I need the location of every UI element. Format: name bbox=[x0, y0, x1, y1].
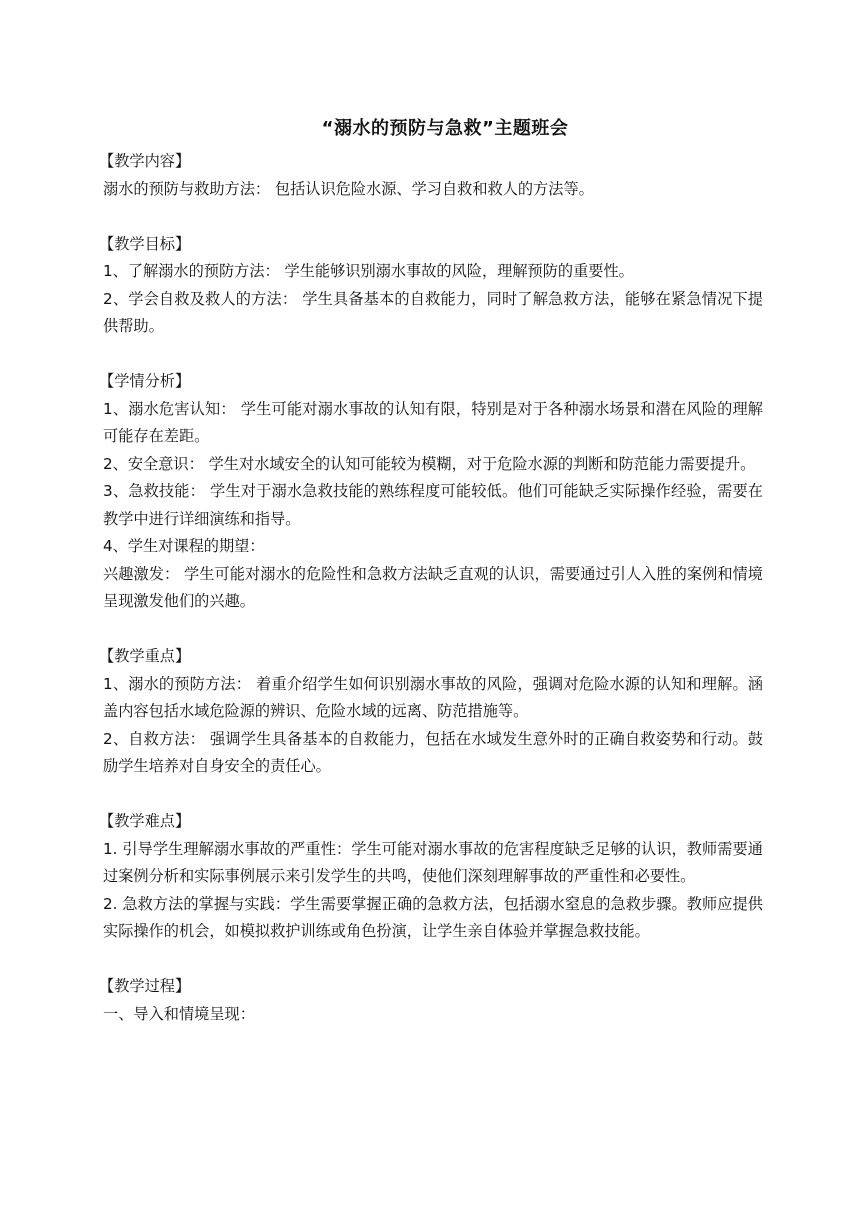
section-heading-key-points: 【教学重点】 bbox=[99, 647, 191, 665]
spacer bbox=[103, 203, 763, 231]
section-heading-process: 【教学过程】 bbox=[99, 977, 191, 995]
paragraph: 2. 急救方法的掌握与实践：学生需要掌握正确的急救方法，包括溺水窒息的急救步骤。教师应提供实际操作的机会，如模拟救护训练或角色扮演，让学生亲自体验并掌握急救技能。 bbox=[103, 894, 763, 940]
document-body bbox=[99, 148, 763, 1028]
paragraph: 1、溺水危害认知： 学生可能对溺水事故的认知有限，特别是对于各种溺水场景和潜在风险的理解可能存在差距。 bbox=[103, 399, 763, 445]
paragraph: 2、自救方法： 强调学生具备基本的自救能力，包括在水域发生意外时的正确自救姿势和行动。鼓励学生培养对自身安全的责任心。 bbox=[103, 729, 763, 775]
document-title: “溺水的预防与急救”主题班会 bbox=[321, 118, 569, 139]
paragraph: 溺水的预防与救助方法： 包括认识危险水源、学习自救和救人的方法等。 bbox=[103, 179, 594, 198]
paragraph: 4、学生对课程的期望： bbox=[103, 537, 265, 555]
section-heading-content: 【教学内容】 bbox=[99, 152, 191, 170]
paragraph: 3、急救技能： 学生对于溺水急救技能的熟练程度可能较低。他们可能缺乏实际操作经验，需要在教学中进行详细演练和指导。 bbox=[103, 482, 763, 528]
spacer bbox=[103, 341, 763, 369]
section-heading-difficulties: 【教学难点】 bbox=[99, 812, 191, 830]
section-heading-goals: 【教学目标】 bbox=[99, 234, 191, 253]
spacer bbox=[103, 946, 763, 974]
paragraph: 1、了解溺水的预防方法： 学生能够识别溺水事故的风险，理解预防的重要性。 bbox=[103, 262, 634, 280]
paragraph: 一、导入和情境呈现： bbox=[103, 1004, 255, 1023]
paragraph: 1. 引导学生理解溺水事故的严重性：学生可能对溺水事故的危害程度缺乏足够的认识，教师需要通过案例分析和实际事例展示来引发学生的共鸣，使他们深刻理解事故的严重性和必要性。 bbox=[103, 839, 763, 885]
paragraph: 1、溺水的预防方法： 着重介绍学生如何识别溺水事故的风险，强调对危险水源的认知和理解。涵盖内容包括水域危险源的辨识、危险水域的远离、防范措施等。 bbox=[103, 674, 763, 720]
spacer bbox=[103, 616, 763, 644]
spacer bbox=[103, 781, 763, 809]
paragraph: 2、学会自救及救人的方法： 学生具备基本的自救能力，同时了解急救方法，能够在紧急情况下提供帮助。 bbox=[103, 289, 763, 335]
paragraph: 兴趣激发： 学生可能对溺水的危险性和急救方法缺乏直观的认识，需要通过引人入胜的案例和情境呈现激发他们的兴趣。 bbox=[103, 564, 763, 610]
paragraph: 2、安全意识： 学生对水域安全的认知可能较为模糊，对于危险水源的判断和防范能力需要提升。 bbox=[103, 454, 756, 473]
section-heading-analysis: 【学情分析】 bbox=[99, 372, 191, 390]
